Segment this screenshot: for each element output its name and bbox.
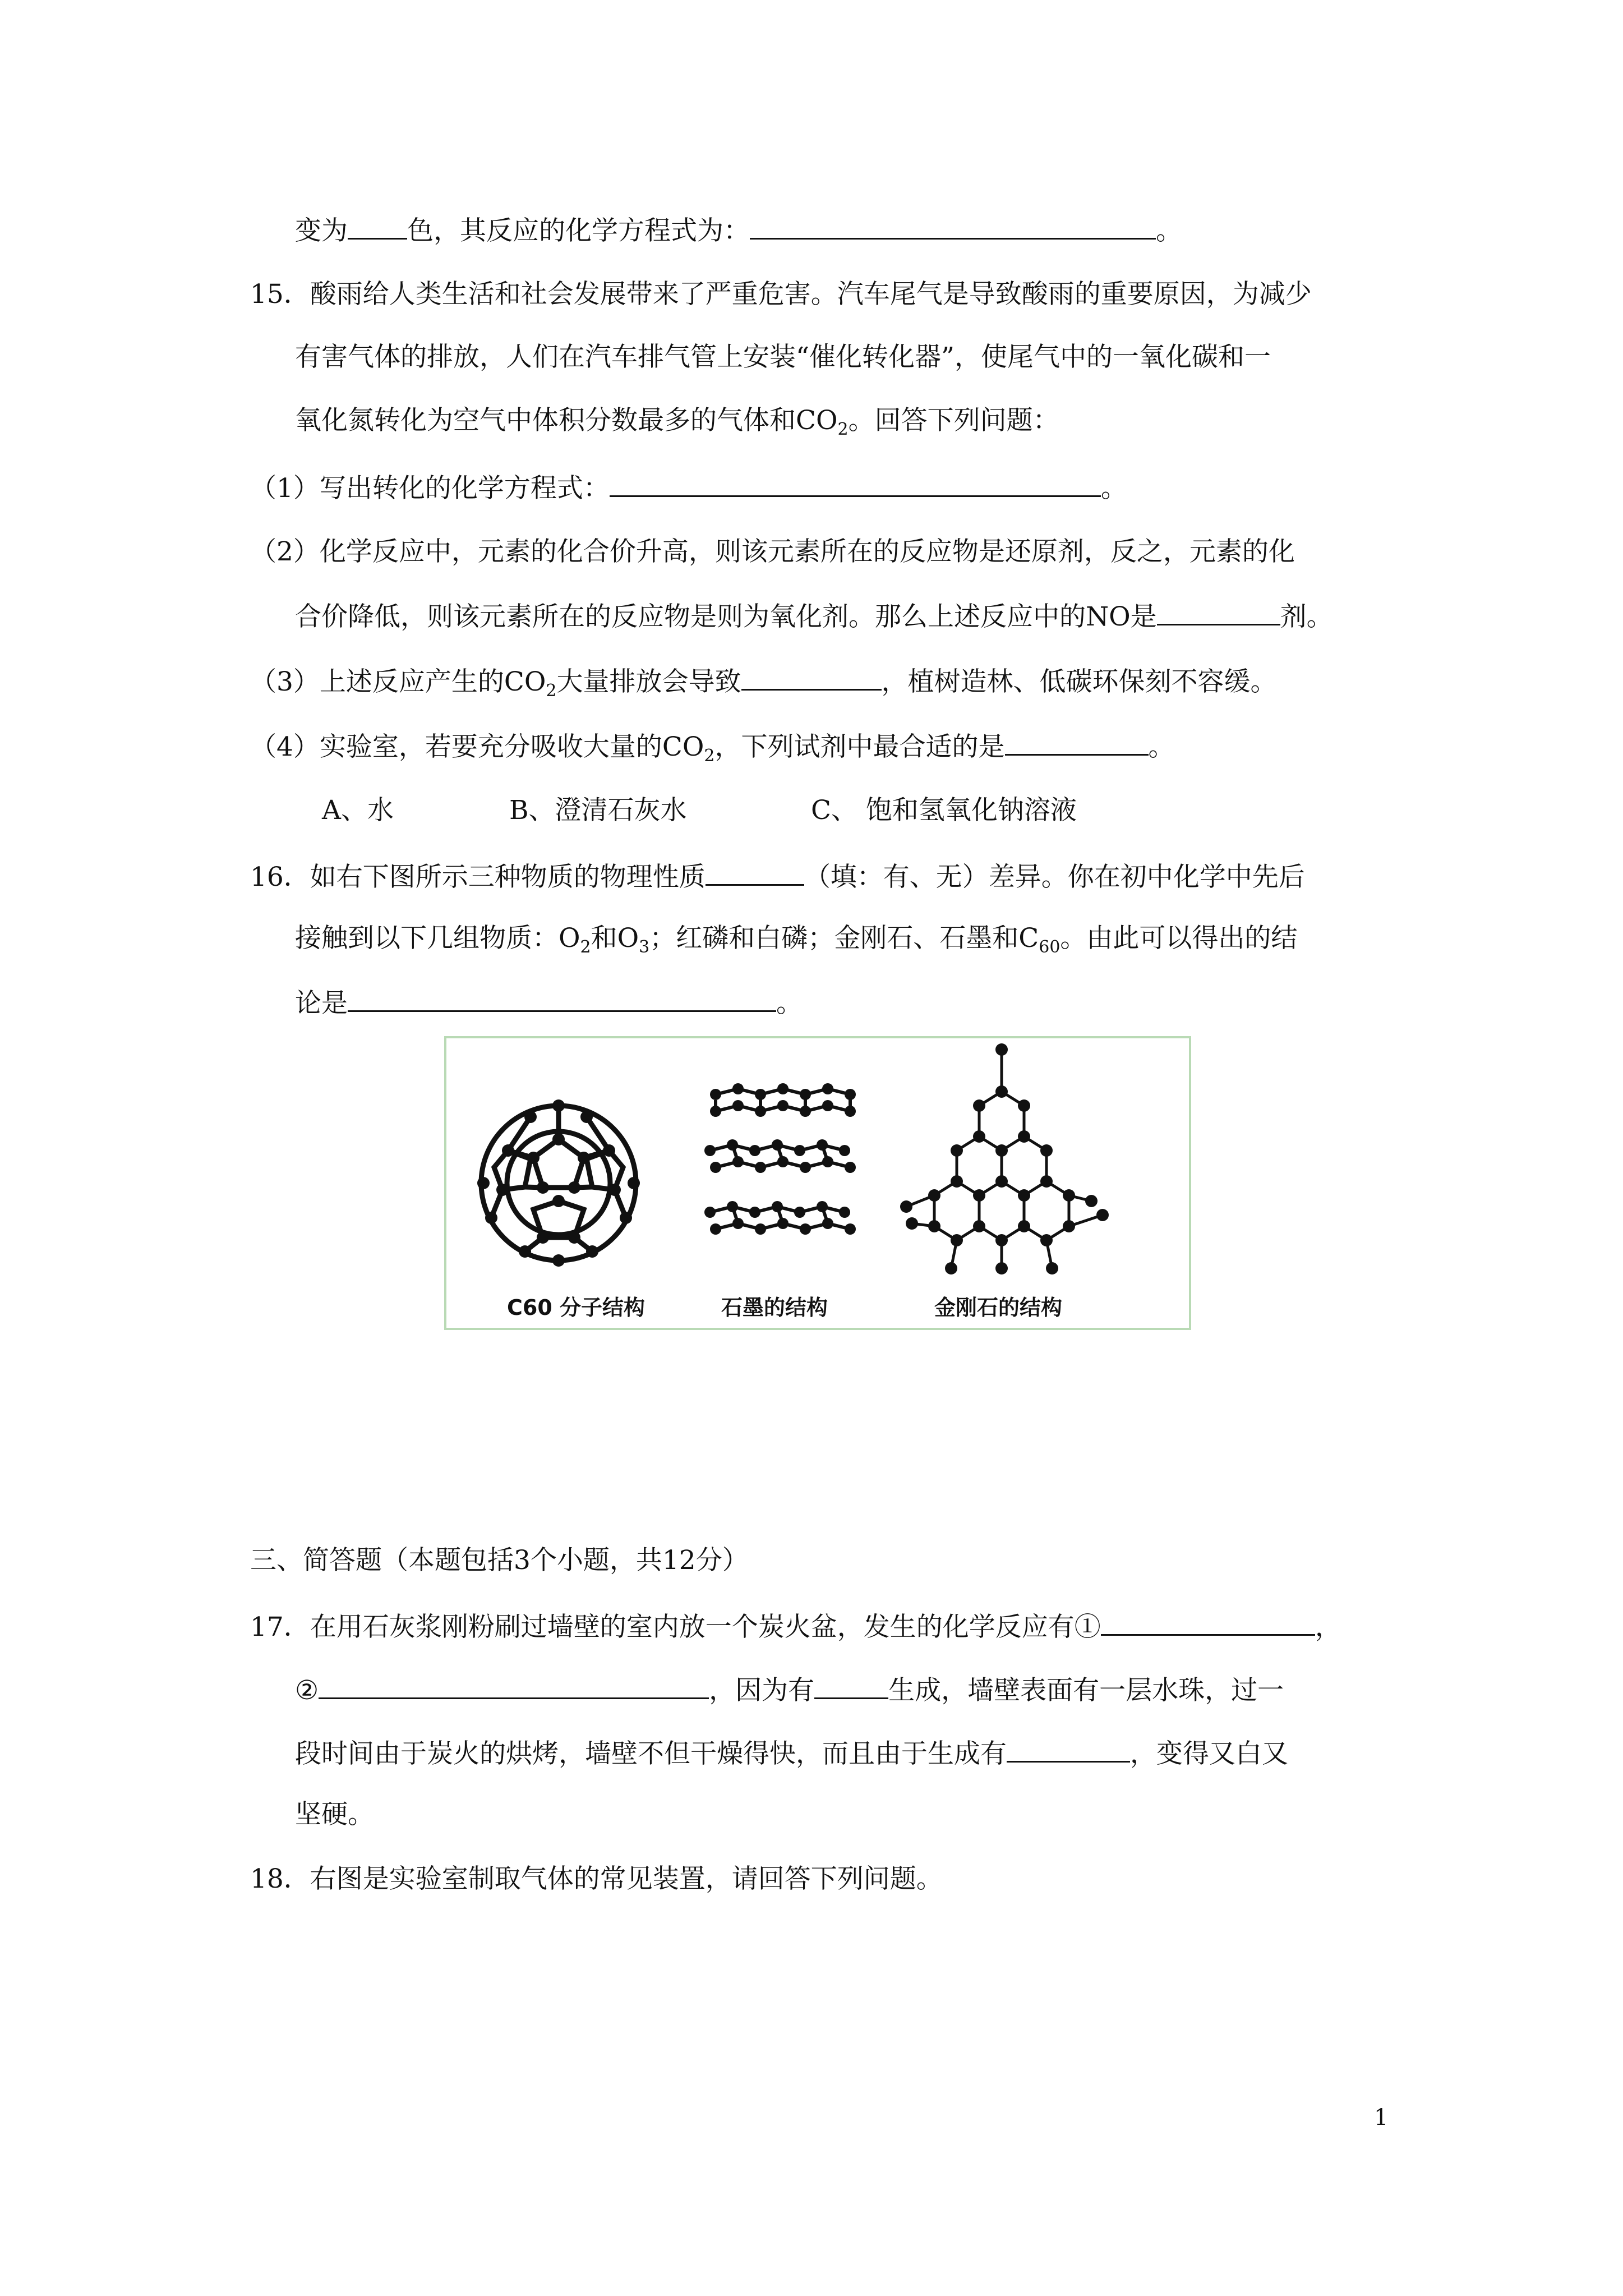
answer-blank[interactable]	[348, 984, 776, 1012]
text: 色，其反应的化学方程式为：	[407, 215, 750, 246]
answer-blank[interactable]	[814, 1672, 888, 1699]
text: ，因为有	[709, 1675, 815, 1706]
caption-c60: C60 分子结构	[507, 1295, 645, 1320]
caption-diamond: 金刚石的结构	[934, 1295, 1063, 1320]
text: 合价降低，则该元素所在的反应物是则为氧化剂。那么上述反应中的NO是	[295, 601, 1157, 632]
answer-blank[interactable]	[1157, 598, 1280, 625]
q15-line-1	[250, 278, 1312, 311]
text: （2）化学反应中，元素的化合价升高，则该元素所在的反应物是还原剂，反之，元素的化	[250, 536, 1295, 567]
text: A、水	[322, 795, 394, 826]
q15-part-2-line-2	[295, 598, 1333, 634]
q18-line	[250, 1862, 943, 1896]
q17-line-1	[250, 1608, 1341, 1644]
answer-blank[interactable]	[610, 470, 1101, 497]
text: 剂。	[1280, 601, 1333, 632]
answer-blank[interactable]	[1005, 728, 1149, 756]
q15-part-2-line-1	[250, 535, 1295, 569]
answer-blank[interactable]	[1007, 1735, 1130, 1763]
text: ，	[1315, 1612, 1341, 1642]
c60-structure	[481, 1106, 636, 1260]
q16-line-2	[295, 922, 1297, 964]
text: 论是	[295, 988, 348, 1019]
q15-line-2	[295, 341, 1271, 374]
caption-graphite: 石墨的结构	[721, 1295, 828, 1320]
q15-part-4	[250, 728, 1175, 773]
text: ；红磷和白磷；金刚石、石墨和C	[649, 923, 1039, 954]
text: ，植树造林、低碳环保刻不容缓。	[881, 666, 1277, 697]
option-c	[811, 794, 1077, 827]
subscript: 3	[639, 937, 650, 957]
subscript: 2	[837, 420, 849, 439]
text: ，下列试剂中最合适的是	[714, 731, 1005, 762]
text: 。由此可以得出的结	[1060, 923, 1298, 954]
option-a	[322, 794, 394, 827]
text: 。	[776, 988, 803, 1019]
text: C、 饱和氢氧化钠溶液	[811, 795, 1077, 826]
subscript: 2	[546, 681, 557, 701]
text: 17．在用石灰浆刚粉刷过墙壁的室内放一个炭火盆，发生的化学反应有①	[250, 1612, 1101, 1642]
text: ②	[295, 1675, 319, 1706]
text: （1）写出转化的化学方程式：	[250, 473, 610, 504]
text: 生成，墙壁表面有一层水珠，过一	[888, 1675, 1284, 1706]
q15-part-3	[250, 663, 1277, 708]
text: 15．酸雨给人类生活和社会发展带来了严重危害。汽车尾气是导致酸雨的重要原因，为减少	[250, 279, 1312, 310]
q17-line-2	[295, 1672, 1284, 1708]
q17-line-4	[295, 1798, 374, 1832]
text: ，变得又白又	[1130, 1738, 1288, 1769]
option-b	[509, 794, 687, 827]
text: 和O	[591, 923, 639, 954]
text: 。	[1148, 731, 1175, 762]
text: 有害气体的排放，人们在汽车排气管上安装“催化转化器”，使尾气中的一氧化碳和一	[295, 342, 1271, 372]
q16-line-3	[295, 984, 803, 1020]
subscript: 60	[1039, 937, 1061, 957]
answer-blank[interactable]	[706, 858, 804, 886]
answer-blank[interactable]	[741, 663, 882, 691]
text: 变为	[295, 215, 348, 246]
answer-blank[interactable]	[1101, 1608, 1315, 1636]
carbon-allotropes-figure	[444, 1036, 1191, 1330]
subscript: 2	[704, 746, 715, 766]
line-1	[295, 212, 1182, 248]
q15-part-1	[250, 470, 1127, 505]
text: 16．如右下图所示三种物质的物理性质	[250, 862, 706, 892]
text: 18．右图是实验室制取气体的常见装置，请回答下列问题。	[250, 1864, 943, 1894]
text: （4）实验室，若要充分吸收大量的CO	[250, 731, 704, 762]
q16-line-1	[250, 858, 1305, 894]
text: 。回答下列问题：	[848, 405, 1059, 436]
diamond-atoms	[900, 1043, 1109, 1274]
page-number: 1	[1374, 2105, 1389, 2131]
subscript: 2	[580, 937, 591, 957]
text: （填：有、无）差异。你在初中化学中先后	[804, 862, 1305, 892]
answer-blank[interactable]	[348, 212, 407, 240]
answer-blank[interactable]	[319, 1672, 709, 1699]
answer-blank[interactable]	[750, 212, 1156, 240]
text: （3）上述反应产生的CO	[250, 666, 546, 697]
text: 。	[1100, 473, 1127, 504]
text: 段时间由于炭火的烘烤，墙壁不但干燥得快，而且由于生成有	[295, 1738, 1007, 1769]
structures-illustration	[446, 1038, 1189, 1328]
text: 。	[1156, 215, 1182, 246]
section-3-heading	[250, 1544, 749, 1577]
text: B、澄清石灰水	[509, 795, 687, 826]
text: 接触到以下几组物质：O	[295, 923, 580, 954]
text: 坚硬。	[295, 1799, 374, 1830]
q17-line-3	[295, 1735, 1288, 1771]
text: 三、简答题（本题包括3个小题，共12分）	[250, 1545, 749, 1576]
text: 大量排放会导致	[556, 666, 741, 697]
q15-line-3	[295, 404, 1059, 447]
text: 氧化氮转化为空气中体积分数最多的气体和CO	[295, 405, 838, 436]
